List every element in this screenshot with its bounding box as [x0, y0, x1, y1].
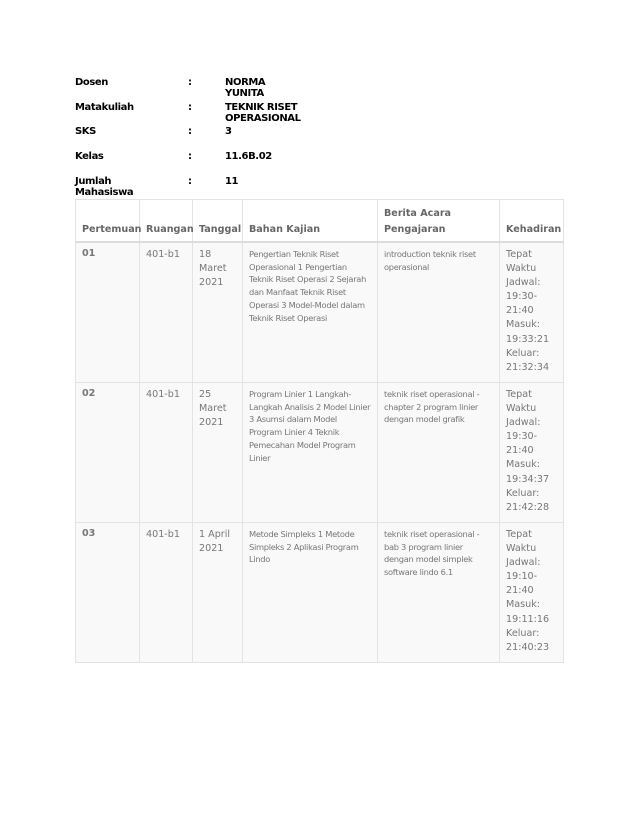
info-label: Jumlah Mahasiswa: [75, 175, 134, 198]
info-label: Dosen: [75, 77, 109, 88]
cell-ruangan: 401-b1: [140, 523, 193, 663]
cell-tanggal: 1 April 2021: [193, 523, 243, 663]
column-header-pertemuan: Pertemuan: [76, 200, 140, 243]
info-colon: :: [188, 175, 192, 187]
column-header-kehadiran: Kehadiran: [500, 200, 564, 243]
info-value: NORMA YUNITA: [225, 77, 266, 99]
info-label: Matakuliah: [75, 101, 134, 113]
info-value: 3: [225, 126, 232, 138]
column-header-ruangan: Ruangan: [140, 200, 193, 243]
cell-berita-acara: teknik riset operasional - bab 3 program linier dengan model simplek software lindo 6.1: [378, 523, 500, 663]
cell-ruangan: 401-b1: [140, 383, 193, 523]
cell-tanggal: 18 Maret 2021: [193, 242, 243, 383]
info-value: 11.6B.02: [225, 151, 272, 163]
info-colon: :: [188, 77, 192, 88]
info-colon: :: [188, 126, 192, 138]
cell-berita-acara: teknik riset operasional - chapter 2 program linier dengan model grafik: [378, 383, 500, 523]
info-value: 11: [225, 175, 239, 187]
cell-bahan-kajian: Metode Simpleks 1 Metode Simpleks 2 Aplikasi Program Lindo: [243, 523, 378, 663]
cell-pertemuan: 02: [76, 383, 140, 523]
cell-bahan-kajian: Program Linier 1 Langkah-Langkah Analisis 2 Model Linier 3 Asumsi dalam Model Program Linier 4 Teknik Pemecahan Model Program Linier: [243, 383, 378, 523]
cell-pertemuan: 01: [76, 242, 140, 383]
info-label: SKS: [75, 126, 96, 138]
table-row: [76, 383, 564, 523]
info-label: Kelas: [75, 151, 104, 163]
meeting-report-table: [75, 199, 564, 663]
cell-pertemuan: 03: [76, 523, 140, 663]
column-header-tanggal: Tanggal: [193, 200, 243, 243]
cell-kehadiran: Tepat Waktu Jadwal: 19:30-21:40 Masuk: 19:33:21 Keluar: 21:32:34: [500, 242, 564, 383]
cell-tanggal: 25 Maret 2021: [193, 383, 243, 523]
cell-bahan-kajian: Pengertian Teknik Riset Operasional 1 Pengertian Teknik Riset Operasi 2 Sejarah dan Manfaat Teknik Riset Operasi 3 Model-Model dalam Teknik Riset Operasi: [243, 242, 378, 383]
table-row: [76, 242, 564, 383]
table-row: [76, 523, 564, 663]
info-colon: :: [188, 101, 192, 113]
column-header-berita-acara: Berita Acara Pengajaran: [378, 200, 500, 243]
cell-kehadiran: Tepat Waktu Jadwal: 19:30-21:40 Masuk: 19:34:37 Keluar: 21:42:28: [500, 383, 564, 523]
cell-berita-acara: introduction teknik riset operasional: [378, 242, 500, 383]
cell-ruangan: 401-b1: [140, 242, 193, 383]
column-header-bahan-kajian: Bahan Kajian: [243, 200, 378, 243]
info-value: TEKNIK RISET OPERASIONAL: [225, 101, 301, 124]
info-colon: :: [188, 151, 192, 163]
table-header-row: [76, 200, 564, 243]
cell-kehadiran: Tepat Waktu Jadwal: 19:10-21:40 Masuk: 19:11:16 Keluar: 21:40:23: [500, 523, 564, 663]
